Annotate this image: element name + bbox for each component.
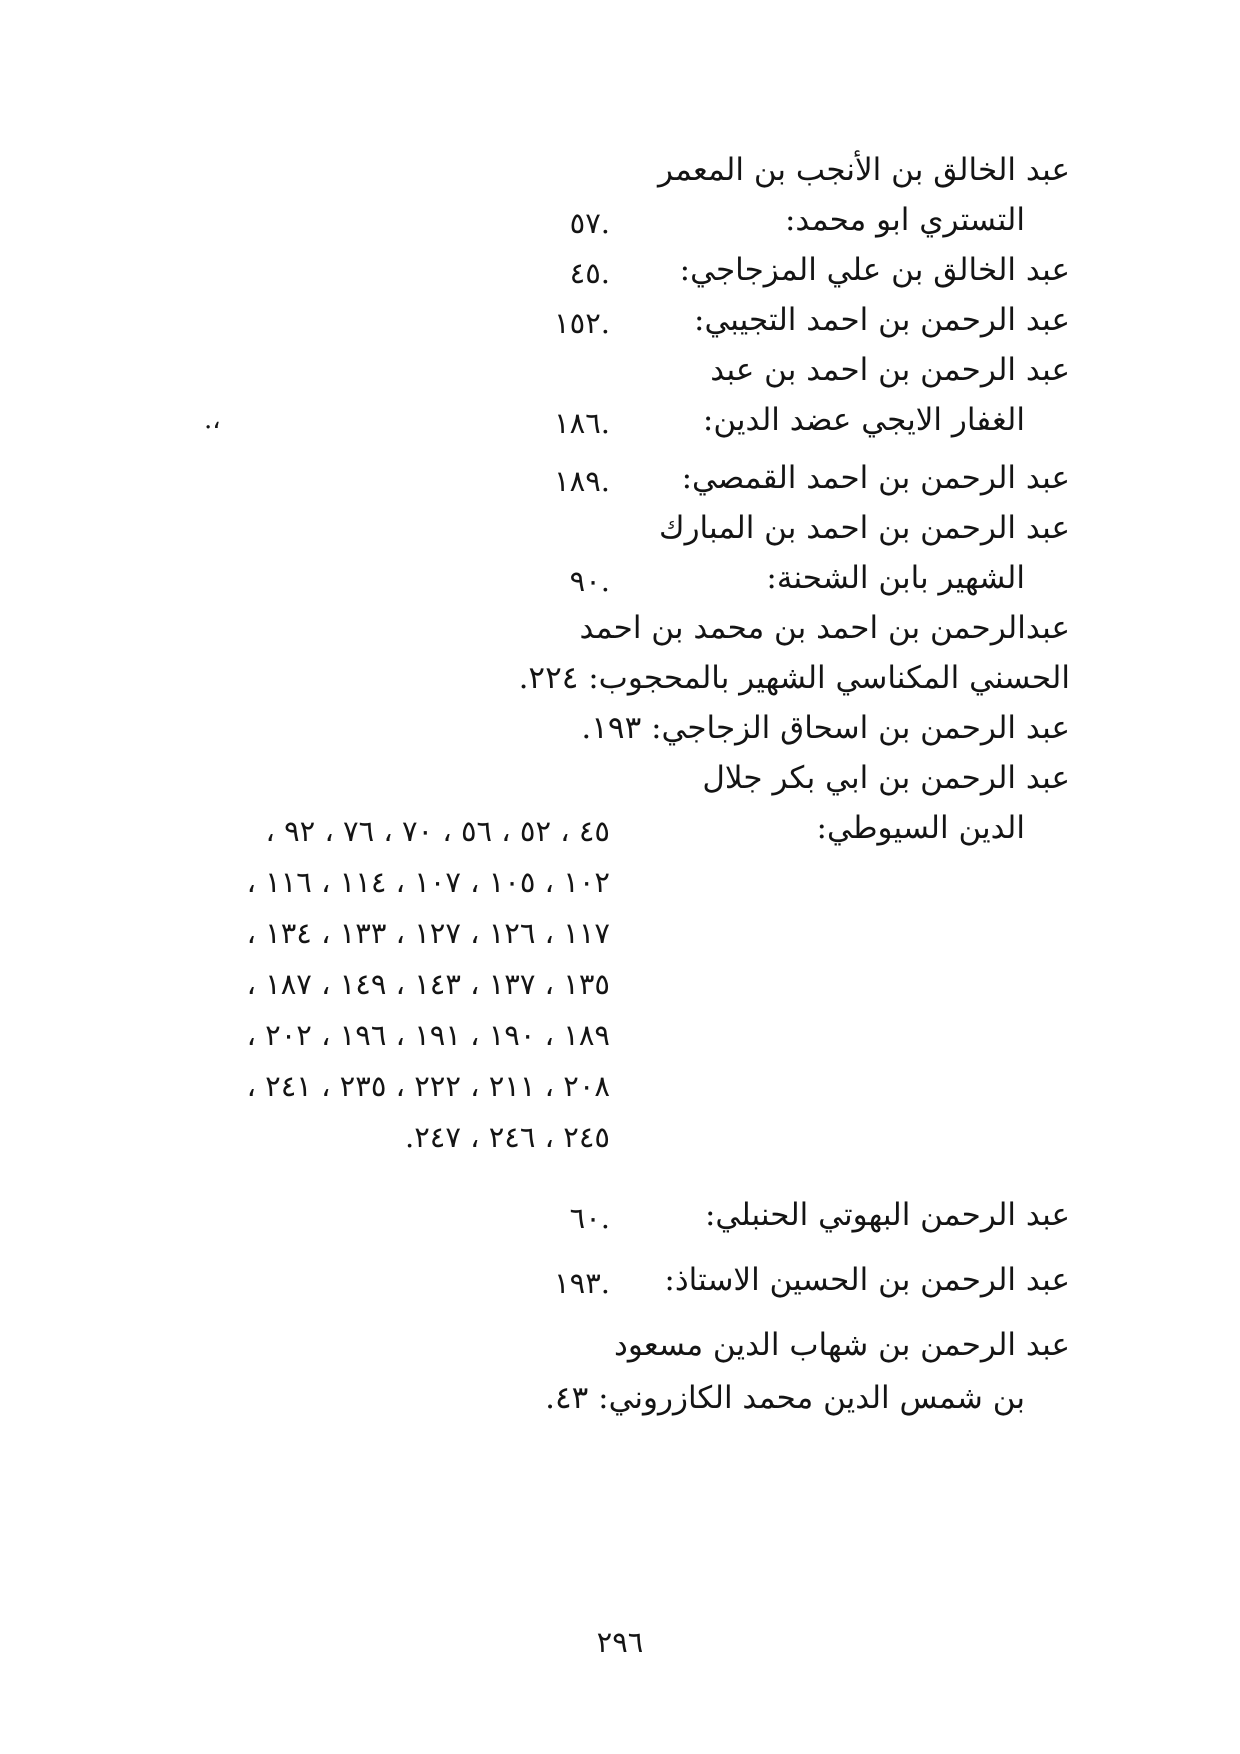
suyuti-pages-line: ٢٤٥ ، ٢٤٦ ، ٢٤٧. (404, 1120, 610, 1154)
stray-mark: ،. (204, 405, 221, 435)
index-entry-name: الغفار الايجي عضد الدين: (702, 402, 1025, 438)
suyuti-pages-line: ١٣٥ ، ١٣٧ ، ١٤٣ ، ١٤٩ ، ١٨٧ ، (246, 967, 610, 1001)
index-entry-name: عبد الرحمن بن احمد بن عبد (710, 352, 1070, 388)
index-entry-name: بن شمس الدين محمد الكازروني: ٤٣. (545, 1380, 1025, 1416)
index-entry-name: عبد الرحمن بن احمد التجيبي: (694, 302, 1070, 338)
suyuti-pages-line: ١٨٩ ، ١٩٠ ، ١٩١ ، ١٩٦ ، ٢٠٢ ، (246, 1018, 610, 1052)
index-entry-name: عبد الرحمن بن شهاب الدين مسعود (614, 1327, 1070, 1363)
index-entry-name: عبد الخالق بن علي المزجاجي: (679, 252, 1070, 288)
index-entry-pages: .١٨٦ (554, 406, 610, 440)
suyuti-pages-line: ١٠٢ ، ١٠٥ ، ١٠٧ ، ١١٤ ، ١١٦ ، (246, 865, 610, 899)
index-entry-name: عبد الرحمن بن اسحاق الزجاجي: ١٩٣. (581, 710, 1070, 746)
index-entry-pages: .١٨٩ (554, 464, 610, 498)
index-entry-name: عبد الرحمن بن ابي بكر جلال (702, 760, 1070, 796)
index-entry-name: الدين السيوطي: (816, 810, 1025, 846)
index-entry-pages: .٦٠ (569, 1201, 610, 1235)
page-number: ٢٩٦ (596, 1625, 644, 1659)
index-entry-pages: .١٥٢ (554, 306, 610, 340)
suyuti-pages-line: ٤٥ ، ٥٢ ، ٥٦ ، ٧٠ ، ٧٦ ، ٩٢ ، (265, 814, 610, 848)
suyuti-pages-line: ٢٠٨ ، ٢١١ ، ٢٢٢ ، ٢٣٥ ، ٢٤١ ، (246, 1069, 610, 1103)
index-entry-name: عبد الرحمن بن احمد القمصي: (681, 460, 1070, 496)
index-entry-name: عبدالرحمن بن احمد بن محمد بن احمد (579, 610, 1070, 646)
index-entry-name: عبد الرحمن بن احمد بن المبارك (659, 510, 1070, 546)
index-entry-name: عبد الرحمن بن الحسين الاستاذ: (664, 1262, 1070, 1298)
index-entry-name: عبد الرحمن البهوتي الحنبلي: (704, 1197, 1070, 1233)
index-entry-pages: .٥٧ (569, 206, 610, 240)
index-entry-name: التستري ابو محمد: (784, 202, 1025, 238)
index-entry-pages: .٤٥ (569, 256, 610, 290)
index-entry-name: الحسني المكناسي الشهير بالمحجوب: ٢٢٤. (518, 660, 1070, 696)
index-entry-name: الشهير بابن الشحنة: (766, 560, 1025, 596)
suyuti-pages-line: ١١٧ ، ١٢٦ ، ١٢٧ ، ١٣٣ ، ١٣٤ ، (246, 916, 610, 950)
index-entry-pages: .٩٠ (569, 564, 610, 598)
index-entry-name: عبد الخالق بن الأنجب بن المعمر (658, 152, 1070, 188)
index-entry-pages: .١٩٣ (554, 1266, 610, 1300)
